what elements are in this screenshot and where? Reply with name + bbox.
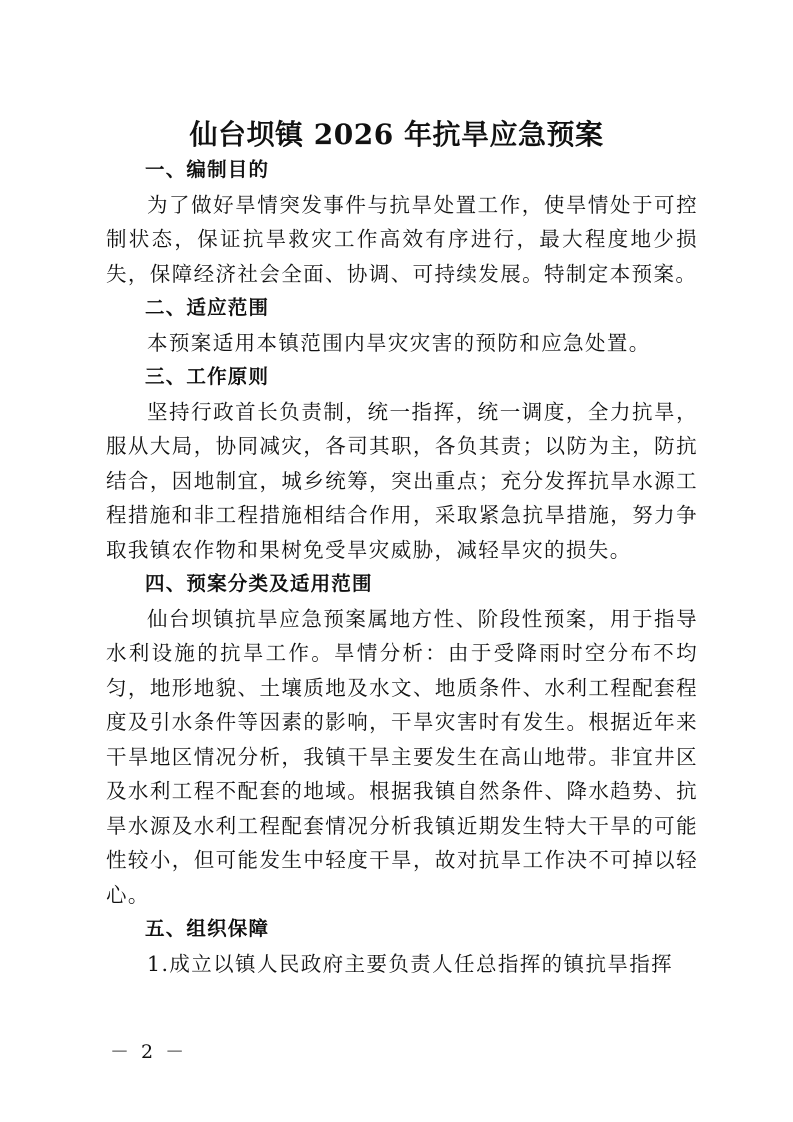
section-heading-purpose: 一、编制目的	[145, 158, 270, 181]
section-heading-organization: 五、组织保障	[145, 917, 270, 940]
section-heading-classification: 四、预案分类及适用范围	[145, 572, 373, 595]
section-heading-scope: 二、适应范围	[145, 296, 270, 319]
section-paragraph: 本预案适用本镇范围内旱灾灾害的预防和应急处置。	[147, 330, 651, 355]
section-paragraph: 为了做好旱情突发事件与抗旱处置工作，使旱情处于可控制状态，保证抗旱救灾工作高效有序进行，最大程度地少损失，保障经济社会全面、协调、可持续发展。特制定本预案。	[106, 192, 698, 286]
section-paragraph: 1.成立以镇人民政府主要负责人任总指挥的镇抗旱指挥	[147, 951, 674, 976]
document-body	[106, 153, 698, 981]
section-paragraph: 仙台坝镇抗旱应急预案属地方性、阶段性预案，用于指导水利设施的抗旱工作。旱情分析：由于受降雨时空分布不均匀，地形地貌、土壤质地及水文、地质条件、水利工程配套程度及引水条件等因素的影响，干旱灾害时有发生。根据近年来干旱地区情况分析，我镇干旱主要发生在高山地带。非宜井区及水利工程不配套的地域。根据我镇自然条件、降水趋势、抗旱水源及水利工程配套情况分析我镇近期发生特大干旱的可能性较小，但可能发生中轻度干旱，故对抗旱工作决不可掉以轻心。	[106, 606, 698, 907]
document-title: 仙台坝镇 2026 年抗旱应急预案	[189, 117, 604, 151]
section-heading-principles: 三、工作原则	[145, 365, 270, 388]
page-number: － 2 －	[110, 1041, 188, 1063]
section-paragraph: 坚持行政首长负责制，统一指挥，统一调度，全力抗旱，服从大局，协同减灾，各司其职，各负其责；以防为主，防抗结合，因地制宜，城乡统筹，突出重点；充分发挥抗旱水源工程措施和非工程措施相结合作用，采取紧急抗旱措施，努力争取我镇农作物和果树免受旱灾威胁，减轻旱灾的损失。	[106, 399, 698, 562]
